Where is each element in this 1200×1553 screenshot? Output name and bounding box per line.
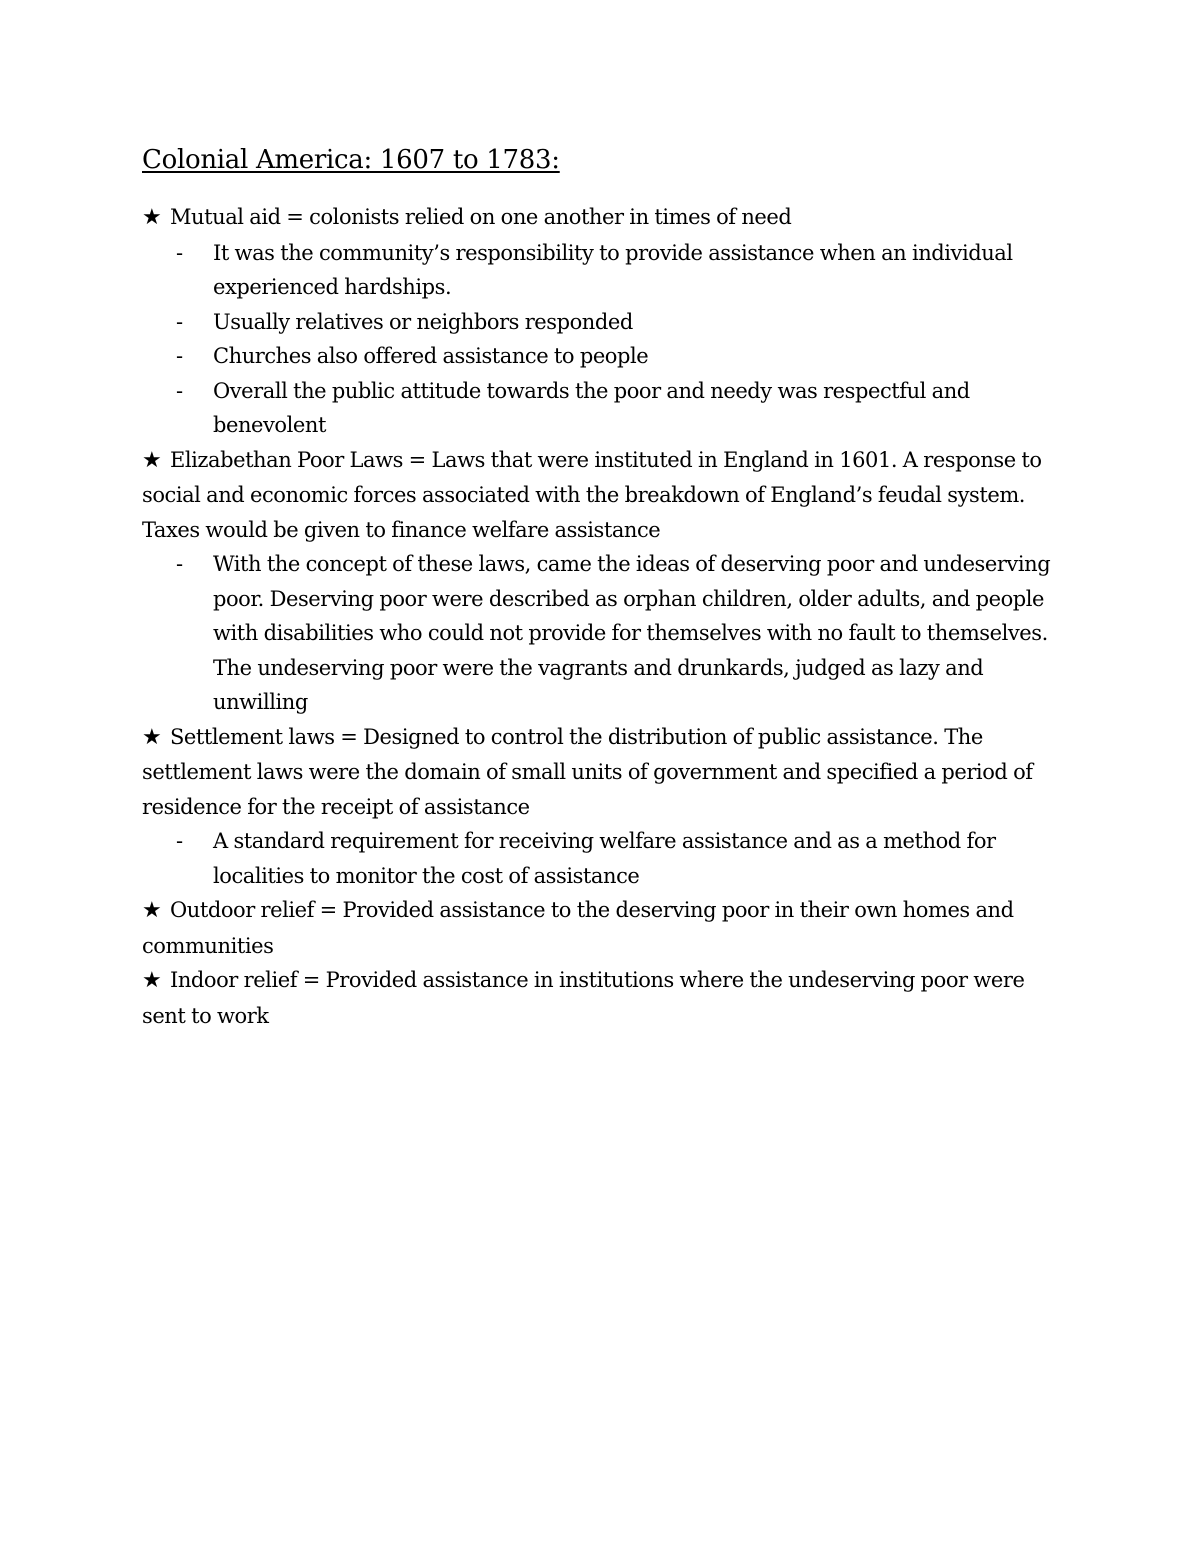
dash-bullet-item — [142, 339, 1072, 374]
dash-bullet-text: It was the community’s responsibility to provide assistance when an individual experienced hardships. — [213, 240, 1013, 299]
star-bullet-text: Settlement laws = Designed to control the distribution of public assistance. The settlement laws were the domain of small units of government and specified a period of residence for the receipt of assistance — [142, 724, 1033, 819]
dash-marker: - — [176, 309, 183, 334]
star-bullet-text: Mutual aid = colonists relied on one another in times of need — [170, 205, 792, 229]
star-bullet-item — [142, 963, 1072, 1033]
star-bullet-item — [142, 200, 1072, 236]
star-bullet-icon: ★ — [142, 724, 162, 750]
star-bullet-icon: ★ — [142, 968, 162, 993]
dash-bullet-item — [142, 547, 1072, 720]
dash-bullet-item — [142, 305, 1072, 340]
dash-bullet-text: Overall the public attitude towards the poor and needy was respectful and benevolent — [213, 378, 970, 437]
star-bullet-item — [142, 893, 1072, 963]
star-bullet-item — [142, 720, 1072, 825]
star-bullet-icon: ★ — [142, 205, 162, 230]
page-title: Colonial America: 1607 to 1783: — [142, 145, 560, 175]
star-bullet-text: Indoor relief = Provided assistance in institutions where the undeserving poor were sent to work — [142, 968, 1025, 1028]
star-bullet-text: Elizabethan Poor Laws = Laws that were instituted in England in 1601. A response to social and economic forces associated with the breakdown of England’s feudal system. Taxes would be given to finance welfare assistance — [142, 447, 1042, 542]
note-section — [142, 200, 1072, 443]
dash-marker: - — [176, 240, 183, 265]
star-bullet-icon: ★ — [142, 898, 162, 923]
note-section — [142, 720, 1072, 894]
dash-bullet-text: Churches also offered assistance to people — [213, 344, 649, 368]
dash-bullet-text: A standard requirement for receiving welfare assistance and as a method for localities to monitor the cost of assistance — [213, 829, 996, 888]
dash-marker: - — [176, 344, 183, 368]
dash-marker: - — [176, 829, 183, 853]
dash-bullet-text: Usually relatives or neighbors responded — [213, 309, 633, 334]
note-section — [142, 443, 1072, 720]
note-section — [142, 963, 1072, 1033]
dash-bullet-item — [142, 824, 1072, 893]
notes-body — [142, 200, 1072, 1033]
star-bullet-icon: ★ — [142, 447, 162, 473]
note-section — [142, 893, 1072, 963]
dash-bullet-item — [142, 236, 1072, 305]
dash-bullet-text: With the concept of these laws, came the ideas of deserving poor and undeserving poor. Deserving poor were described as orphan children, older adults, and people with disabilities who could not provide for themselves with no fault to themselves. The undeserving poor were the vagrants and drunkards, judged as lazy and unwilling — [213, 552, 1051, 714]
star-bullet-item — [142, 443, 1072, 548]
dash-marker: - — [176, 552, 183, 576]
dash-marker: - — [176, 378, 183, 403]
document-page — [142, 140, 1072, 1033]
dash-bullet-item — [142, 374, 1072, 443]
star-bullet-text: Outdoor relief = Provided assistance to the deserving poor in their own homes and communities — [142, 898, 1014, 958]
